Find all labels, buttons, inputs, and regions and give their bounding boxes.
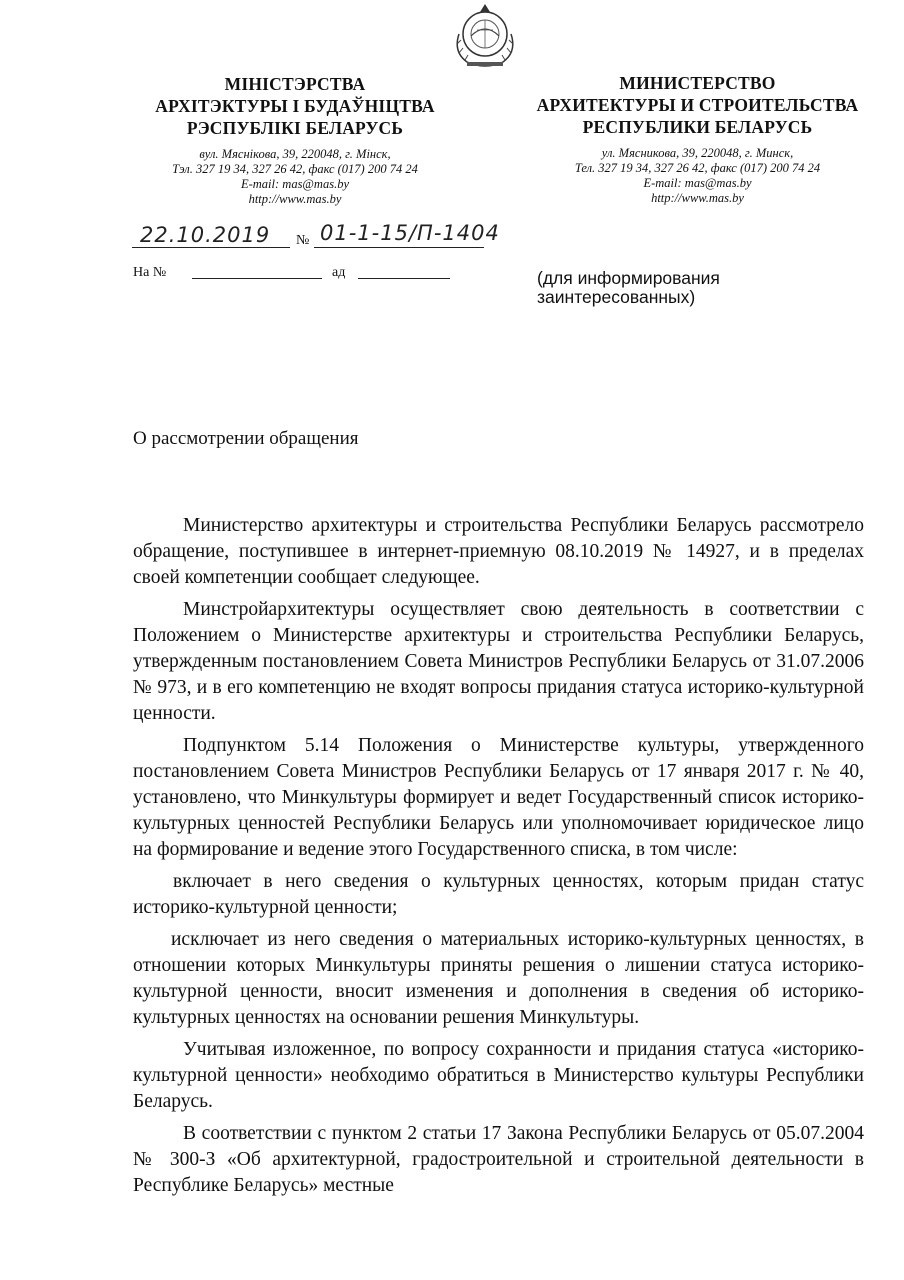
- address-line: вул. Мяснікова, 39, 220048, г. Мінск,: [199, 147, 391, 161]
- state-emblem-icon: [445, 0, 525, 70]
- address-line: ул. Мясникова, 39, 220048, г. Минск,: [601, 146, 794, 160]
- recipient-block: [537, 269, 720, 307]
- reply-number-underline: [192, 278, 322, 279]
- phone-line: Тел. 327 19 34, 327 26 42, факс (017) 200 74 24: [574, 161, 821, 175]
- recipient-line: (для информирования: [537, 268, 720, 288]
- handwritten-date: 22.10.2019: [140, 223, 271, 247]
- email-line: E-mail: mas@mas.by: [643, 176, 752, 190]
- body-paragraph: В соответствии с пунктом 2 статьи 17 Закона Республики Беларусь от 05.07.2004 № 300-З «Об архитектурной, градостроительной и строительной деятельности в Республике Беларусь» местные: [133, 1123, 864, 1196]
- ministry-header-belarusian: [125, 73, 465, 207]
- body-paragraph: Минстройархитектуры осуществляет свою деятельность в соответствии с Положением о Министерстве архитектуры и строительства Республики Беларусь, утвержденным постановлением Совета Министров Республики Беларусь от 31.07.2006 № 973, и в его компетенцию не входят вопросы придания статуса историко-культурной ценности.: [133, 599, 864, 724]
- body-paragraph: включает в него сведения о культурных ценностях, которым придан статус историко-культурной ценности;: [133, 871, 864, 918]
- website-line: http://www.mas.by: [651, 191, 744, 205]
- number-sign: №: [296, 233, 310, 248]
- ministry-name-line: РЕСПУБЛИКИ БЕЛАРУСЬ: [582, 117, 813, 137]
- letter-body: [133, 513, 864, 1199]
- reply-date-underline: [358, 278, 450, 279]
- ministry-name-line: МИНИСТЕРСТВО: [619, 73, 776, 93]
- ministry-name-line: МІНІСТЭРСТВА: [224, 74, 366, 94]
- body-paragraph: Подпунктом 5.14 Положения о Министерстве культуры, утвержденного постановлением Совета Министров Республики Беларусь от 17 января 2017 г. № 40, установлено, что Минкультуры формирует и ведет Государственный список историко-культурных ценностей Республики Беларусь или уполномочивает юридическое лицо на формирование и ведение этого Государственного списка, в том числе:: [133, 735, 864, 860]
- ministry-name-line: АРХИТЕКТУРЫ И СТРОИТЕЛЬСТВА: [536, 95, 859, 115]
- website-line: http://www.mas.by: [248, 192, 342, 206]
- ministry-name-line: АРХІТЭКТУРЫ І БУДАЎНІЦТВА: [155, 96, 435, 116]
- number-underline: [314, 247, 484, 248]
- phone-line: Тэл. 327 19 34, 327 26 42, факс (017) 200 74 24: [172, 162, 418, 176]
- date-underline: [132, 247, 290, 248]
- handwritten-outgoing-number: 01-1-15/П-1404: [320, 221, 500, 245]
- body-paragraph: Министерство архитектуры и строительства Республики Беларусь рассмотрело обращение, поступившее в интернет-приемную 08.10.2019 № 14927, и в пределах своей компетенции сообщает следующее.: [133, 515, 864, 588]
- body-paragraph: Учитывая изложенное, по вопросу сохранности и придания статуса «историко-культурной ценности» необходимо обратиться в Министерство культуры Республики Беларусь.: [133, 1039, 864, 1112]
- ministry-name-line: РЭСПУБЛІКІ БЕЛАРУСЬ: [186, 118, 404, 138]
- letter-subject: О рассмотрении обращения: [133, 428, 359, 449]
- reply-date-label: ад: [332, 265, 346, 280]
- body-paragraph: исключает из него сведения о материальных историко-культурных ценностях, в отношении которых Минкультуры приняты решения о лишении статуса историко-культурной ценности, вносит изменения и дополнения в сведения об историко-культурных ценностях на основании решения Минкультуры.: [133, 929, 864, 1028]
- email-line: E-mail: mas@mas.by: [240, 177, 349, 191]
- ministry-header-russian: [515, 72, 880, 206]
- recipient-line: заинтересованных): [537, 287, 696, 307]
- reply-to-label: На №: [133, 265, 167, 280]
